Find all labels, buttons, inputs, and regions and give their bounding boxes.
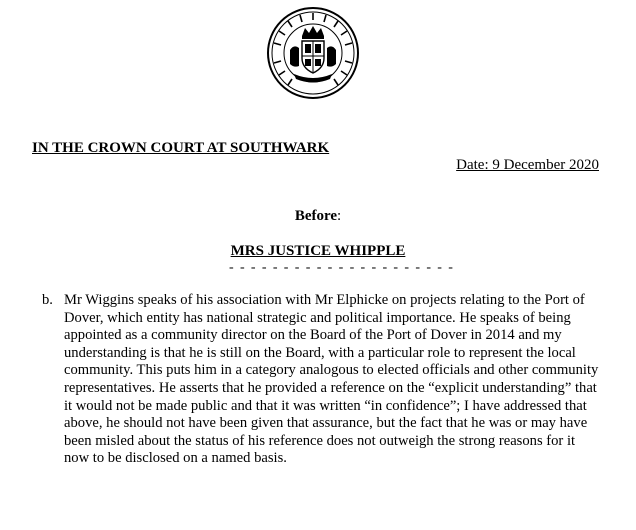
judgment-paragraph	[42, 292, 602, 468]
paragraph-text: Mr Wiggins speaks of his association with Mr Elphicke on projects relating to the Port of Dover, which entity has national strategic and political importance. He speaks of being appointed as a community director on the Board of the Port of Dover in 2014 and my understanding is that he is still on the Board, with a particular role to represent the local community. This puts him in a category analogous to elected officials and other community representatives. He asserts that he provided a reference on the “explicit understanding” that it would not be made public and that it was written “in confidence”; I have addressed that above, he should not have been given that assurance, but the fact that he was or may have been misled about the status of his reference does not outweigh the strong reasons for it now to be disclosed on a named basis.	[64, 292, 599, 467]
before-label: Before	[294, 208, 338, 224]
before-line	[0, 208, 636, 225]
dashed-divider: - - - - - - - - - - - - - - - - - - - - -	[229, 260, 455, 275]
judgment-date: Date: 9 December 2020	[456, 157, 599, 173]
court-name: IN THE CROWN COURT AT SOUTHWARK	[32, 140, 330, 156]
before-colon: :	[337, 208, 342, 224]
royal-courts-of-justice-seal	[266, 6, 360, 100]
judge-name: MRS JUSTICE WHIPPLE	[230, 243, 406, 259]
paragraph-marker: b.	[42, 292, 53, 308]
